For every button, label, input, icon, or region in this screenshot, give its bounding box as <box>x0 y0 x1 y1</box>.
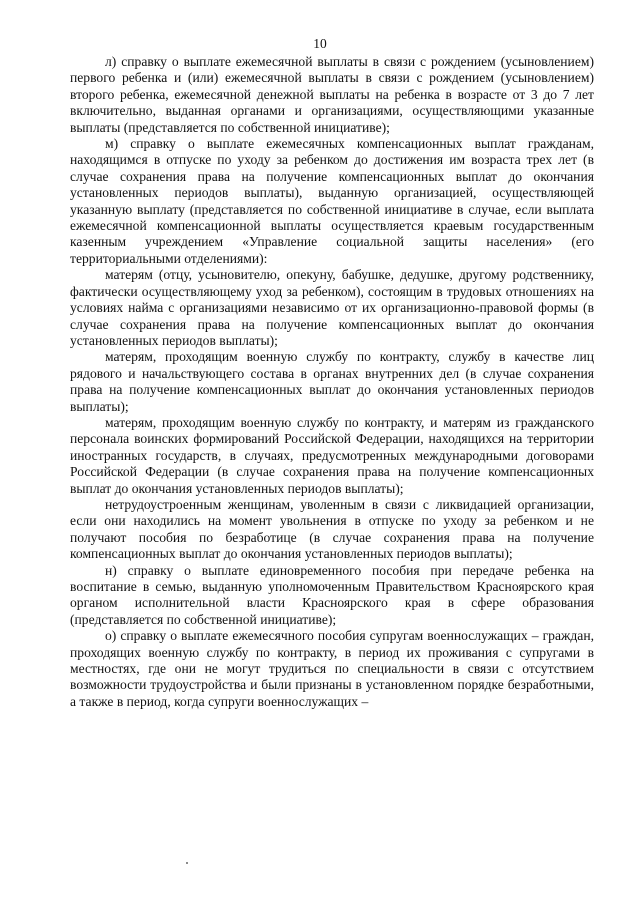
paragraph-n: н) справку о выплате единовременного пособия при передаче ребенка на воспитание в семью, выданную уполномоченным Правительством Красноярского края органом исполнительной власти Красноярского края в сфере образования (представляется по собственной инициативе); <box>70 562 594 627</box>
paragraph-m-mothers-abroad: матерям, проходящим военную службу по контракту, и матерям из гражданского персонала воинских формирований Российской Федерации, находящихся на территории иностранных государств, в случаях, предусмотренных международными договорами Российской Федерации (в случае сохранения права на получение компенсационных выплат до окончания установленных периодов выплаты); <box>70 414 594 496</box>
paragraph-m: м) справку о выплате ежемесячных компенсационных выплат гражданам, находящимся в отпуске по уходу за ребенком до достижения им возраста трех лет (в случае сохранения права на получение компенсационных выплат до окончания установленных периодов выплаты), выданную организацией, осуществляющей указанную выплату (представляется по собственной инициативе в случае, если выплата ежемесячной компенсационной выплаты осуществляется краевым государственным казенным учреждением «Управление социальной защиты населения» (его территориальными отделениями): <box>70 136 594 266</box>
paragraph-o: о) справку о выплате ежемесячного пособия супругам военнослужащих – граждан, проходящих военную службу по контракту, в период их проживания с супругами в местностях, где они не могут трудиться по специальности в связи с отсутствием возможности трудоустройства и были признаны в установленном порядке безработными, а также в период, когда супруги военнослужащих – <box>70 628 594 709</box>
paragraph-m-unemployed-women: нетрудоустроенным женщинам, уволенным в связи с ликвидацией организации, если они находились на момент увольнения в отпуске по уходу за ребенком и не получают пособия по безработице (в случае сохранения права на получение компенсационных выплат до окончания установленных периодов выплаты); <box>70 496 594 562</box>
paragraph-m-mothers-military: матерям, проходящим военную службу по контракту, службу в качестве лиц рядового и начальствующего состава в органах внутренних дел (в случае сохранения права на получение компенсационных выплат до окончания установленных периодов выплаты); <box>70 349 594 414</box>
paragraph-l: л) справку о выплате ежемесячной выплаты в связи с рождением (усыновлением) первого ребенка и (или) ежемесячной выплаты в связи с рождением (усыновлением) второго ребенка, ежемесячной денежной выплаты на ребенка в возрасте от 3 до 7 лет включительно, выданная органами и организациями, осуществляющими указанные выплаты (представляется по собственной инициативе); <box>70 54 594 135</box>
paragraph-m-mothers-employed: матерям (отцу, усыновителю, опекуну, бабушке, дедушке, другому родственнику, фактически осуществляющему уход за ребенком), состоящим в трудовых отношениях на условиях найма с организациями независимо от их организационно-правовой формы (в случае сохранения права на получение компенсационных выплат до окончания установленных периодов выплаты); <box>70 267 594 348</box>
document-body <box>70 54 594 710</box>
page-number: 10 <box>313 36 327 51</box>
scan-speck <box>186 862 188 864</box>
